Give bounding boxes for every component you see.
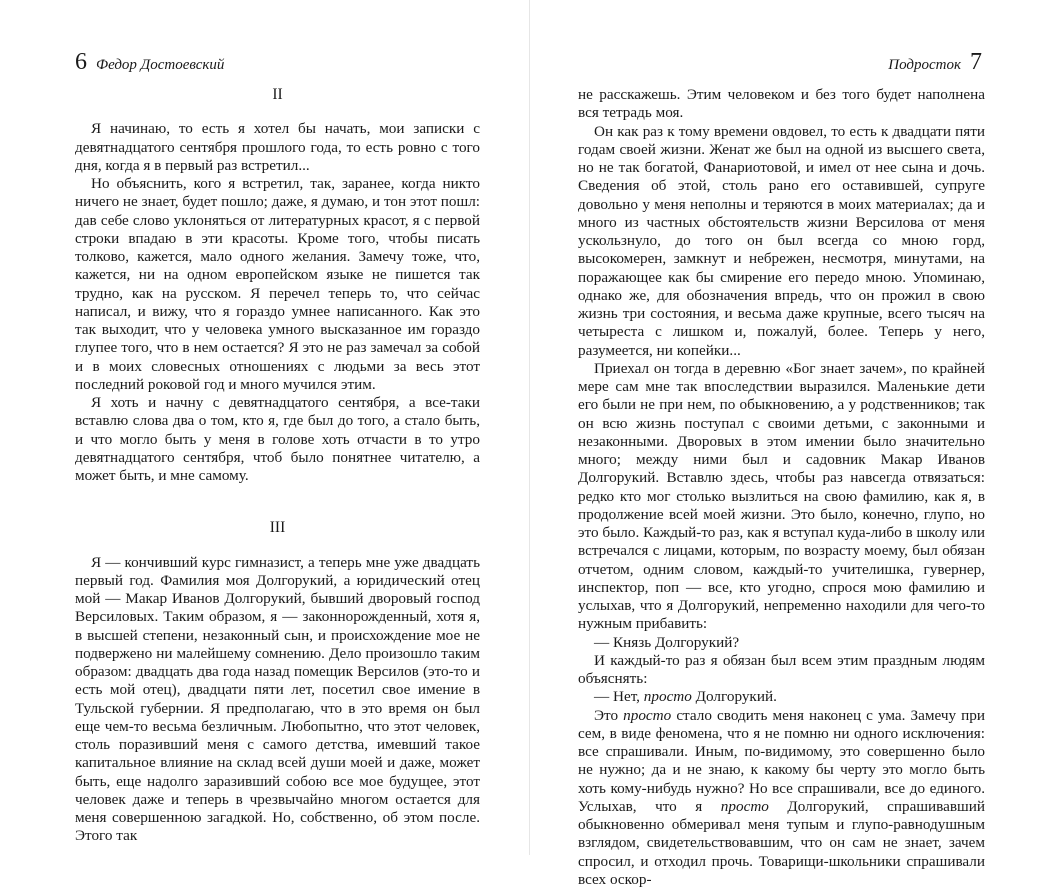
text-run: Долгорукий. (692, 688, 777, 705)
paragraph: Но объяснить, кого я встретил, так, заранее, когда никто ничего не знает, будет пошло; даже, я думаю, и тон этот пошл: дав себе слово уклоняться от литературных красот, я с первой строки впадаю в эти красоты. Кроме того, чтобы писать толково, кажется, мало одного желания. Замечу тоже, что, кажется, ни на одном европейском языке не пишется так трудно, как на русском. Я перечел теперь то, что сейчас написал, и вижу, что я гораздо умнее написанного. Как это так выходит, что у человека умного высказанное им гораздо глупее того, что в нем остается? Я это не раз замечал за собой и в моих словесных отношениях с людьми за весь этот последний роковой год и много мучился этим. (75, 175, 480, 394)
chapter-heading: III (75, 519, 480, 537)
page-number: 7 (970, 50, 982, 74)
paragraph: И каждый-то раз я обязан был всем этим праздным людям объяснять: (578, 652, 985, 689)
text-run: — Нет, (594, 688, 644, 705)
page-number: 6 (75, 50, 87, 74)
title-running-head: Подросток (888, 58, 961, 73)
paragraph: Я хоть и начну с девятнадцатого сентября, а все-таки вставлю слова два о том, кто я, где был до того, а стало быть, и что могло быть у меня в голове хоть отчасти в то утро девятнадцатого сентября, чтоб было понятнее читателю, а может быть, и мне самому. (75, 394, 480, 485)
text-run: Это (594, 707, 623, 724)
emphasis: просто (623, 707, 671, 724)
paragraph: Я — кончивший курс гимназист, а теперь мне уже двадцать первый год. Фамилия моя Долгорукий, а юридический отец мой — Макар Иванов Долгорукий, бывший дворовый господ Версиловых. Таким образом, я — законнорожденный, хотя я, в высшей степени, незаконный сын, и происхождение мое не подвержено ни малейшему сомнению. Дело произошло таким образом: двадцать два года назад помещик Версилов (это-то и есть мой отец), двадцати пяти лет, посетил свое имение в Тульской губернии. Я предполагаю, что в это время он был еще чем-то весьма безличным. Любопытно, что этот человек, столь поразивший меня с самого детства, имевший такое капитальное влияние на склад всей души моей и даже, может быть, еще надолго заразивший собою все мое будущее, этот человек даже и теперь в чрезвычайно многом остается для меня совершенною загадкой. Но, собственно, об этом после. Этого так (75, 554, 480, 846)
right-running-head (888, 50, 982, 74)
paragraph: не расскажешь. Этим человеком и без того будет наполнена вся тетрадь моя. (578, 86, 985, 123)
right-page-text (578, 86, 985, 889)
right-page (530, 0, 1060, 855)
paragraph: Приехал он тогда в деревню «Бог знает зачем», по крайней мере сам мне так впоследствии выразился. Маленькие дети его были не при нем, по обыкновению, а у родственников; так он всю жизнь поступал с своими детьми, с законными и незаконными. Дворовых в этом имении было значительно много; между ними был и садовник Макар Иванов Долгорукий. Вставлю здесь, чтобы раз навсегда отвязаться: редко кто мог столько вызлиться на свою фамилию, как я, в продолжение всей моей жизни. Это было, конечно, глупо, но это было. Каждый-то раз, как я вступал куда-либо в школу или встречался с лицами, которым, по возрасту моему, был обязан отчетом, одним словом, каждый-то учителишка, гувернер, инспектор, поп — все, кто угодно, спрося мою фамилию и услыхав, что я Долгорукий, непременно находили для чего-то нужным прибавить: (578, 360, 985, 634)
paragraph: Я начинаю, то есть я хотел бы начать, мои записки с девятнадцатого сентября прошлого года, то есть ровно с того дня, когда я в первый раз встретил... (75, 120, 480, 175)
emphasis: просто (721, 798, 769, 815)
text-run: Долгорукий, спрашивавший обыкновенно обмеривал меня тупым и глупо-равнодушным взглядом, свидетельствовавшим, что он сам не знает, зачем спросил, и отходил прочь. Товарищи-школьники спрашивали всех оскор- (578, 798, 985, 888)
paragraph (578, 707, 985, 889)
left-page-text (75, 86, 480, 846)
left-running-head (75, 50, 224, 74)
emphasis: просто (644, 688, 692, 705)
text-run: стало сводить меня наконец с ума. Замечу при сем, в виде феномена, что я не помню ни одного исключения: все спрашивали. Иным, по-видимому, это совершенно было не нужно; да и не знаю, к какому бы черту это могло быть хоть кому-нибудь нужно? Но все спрашивали, все до единого. Услыхав, что я (578, 707, 985, 815)
paragraph: Он как раз к тому времени овдовел, то есть к двадцати пяти годам своей жизни. Женат же был на одной из высшего света, но не так богатой, Фанариотовой, и имел от нее сына и дочь. Сведения об этой, столь рано его оставившей, супруге довольно у меня неполны и теряются в моих материалах; да и много из частных обстоятельств жизни Версилова от меня ускользнуло, до того он был всегда со мною горд, высокомерен, замкнут и небрежен, несмотря, минутами, на поражающее как бы смирение его передо мною. Упоминаю, однако же, для обозначения впредь, что он прожил в свою жизнь три состояния, и весьма даже крупные, всего тысяч на четыреста с лишком и, пожалуй, более. Теперь у него, разумеется, ни копейки... (578, 123, 985, 360)
dialogue-line: — Князь Долгорукий? (578, 634, 985, 652)
left-page (0, 0, 530, 855)
dialogue-line (578, 688, 985, 706)
chapter-heading: II (75, 86, 480, 104)
author-running-head: Федор Достоевский (96, 58, 224, 73)
